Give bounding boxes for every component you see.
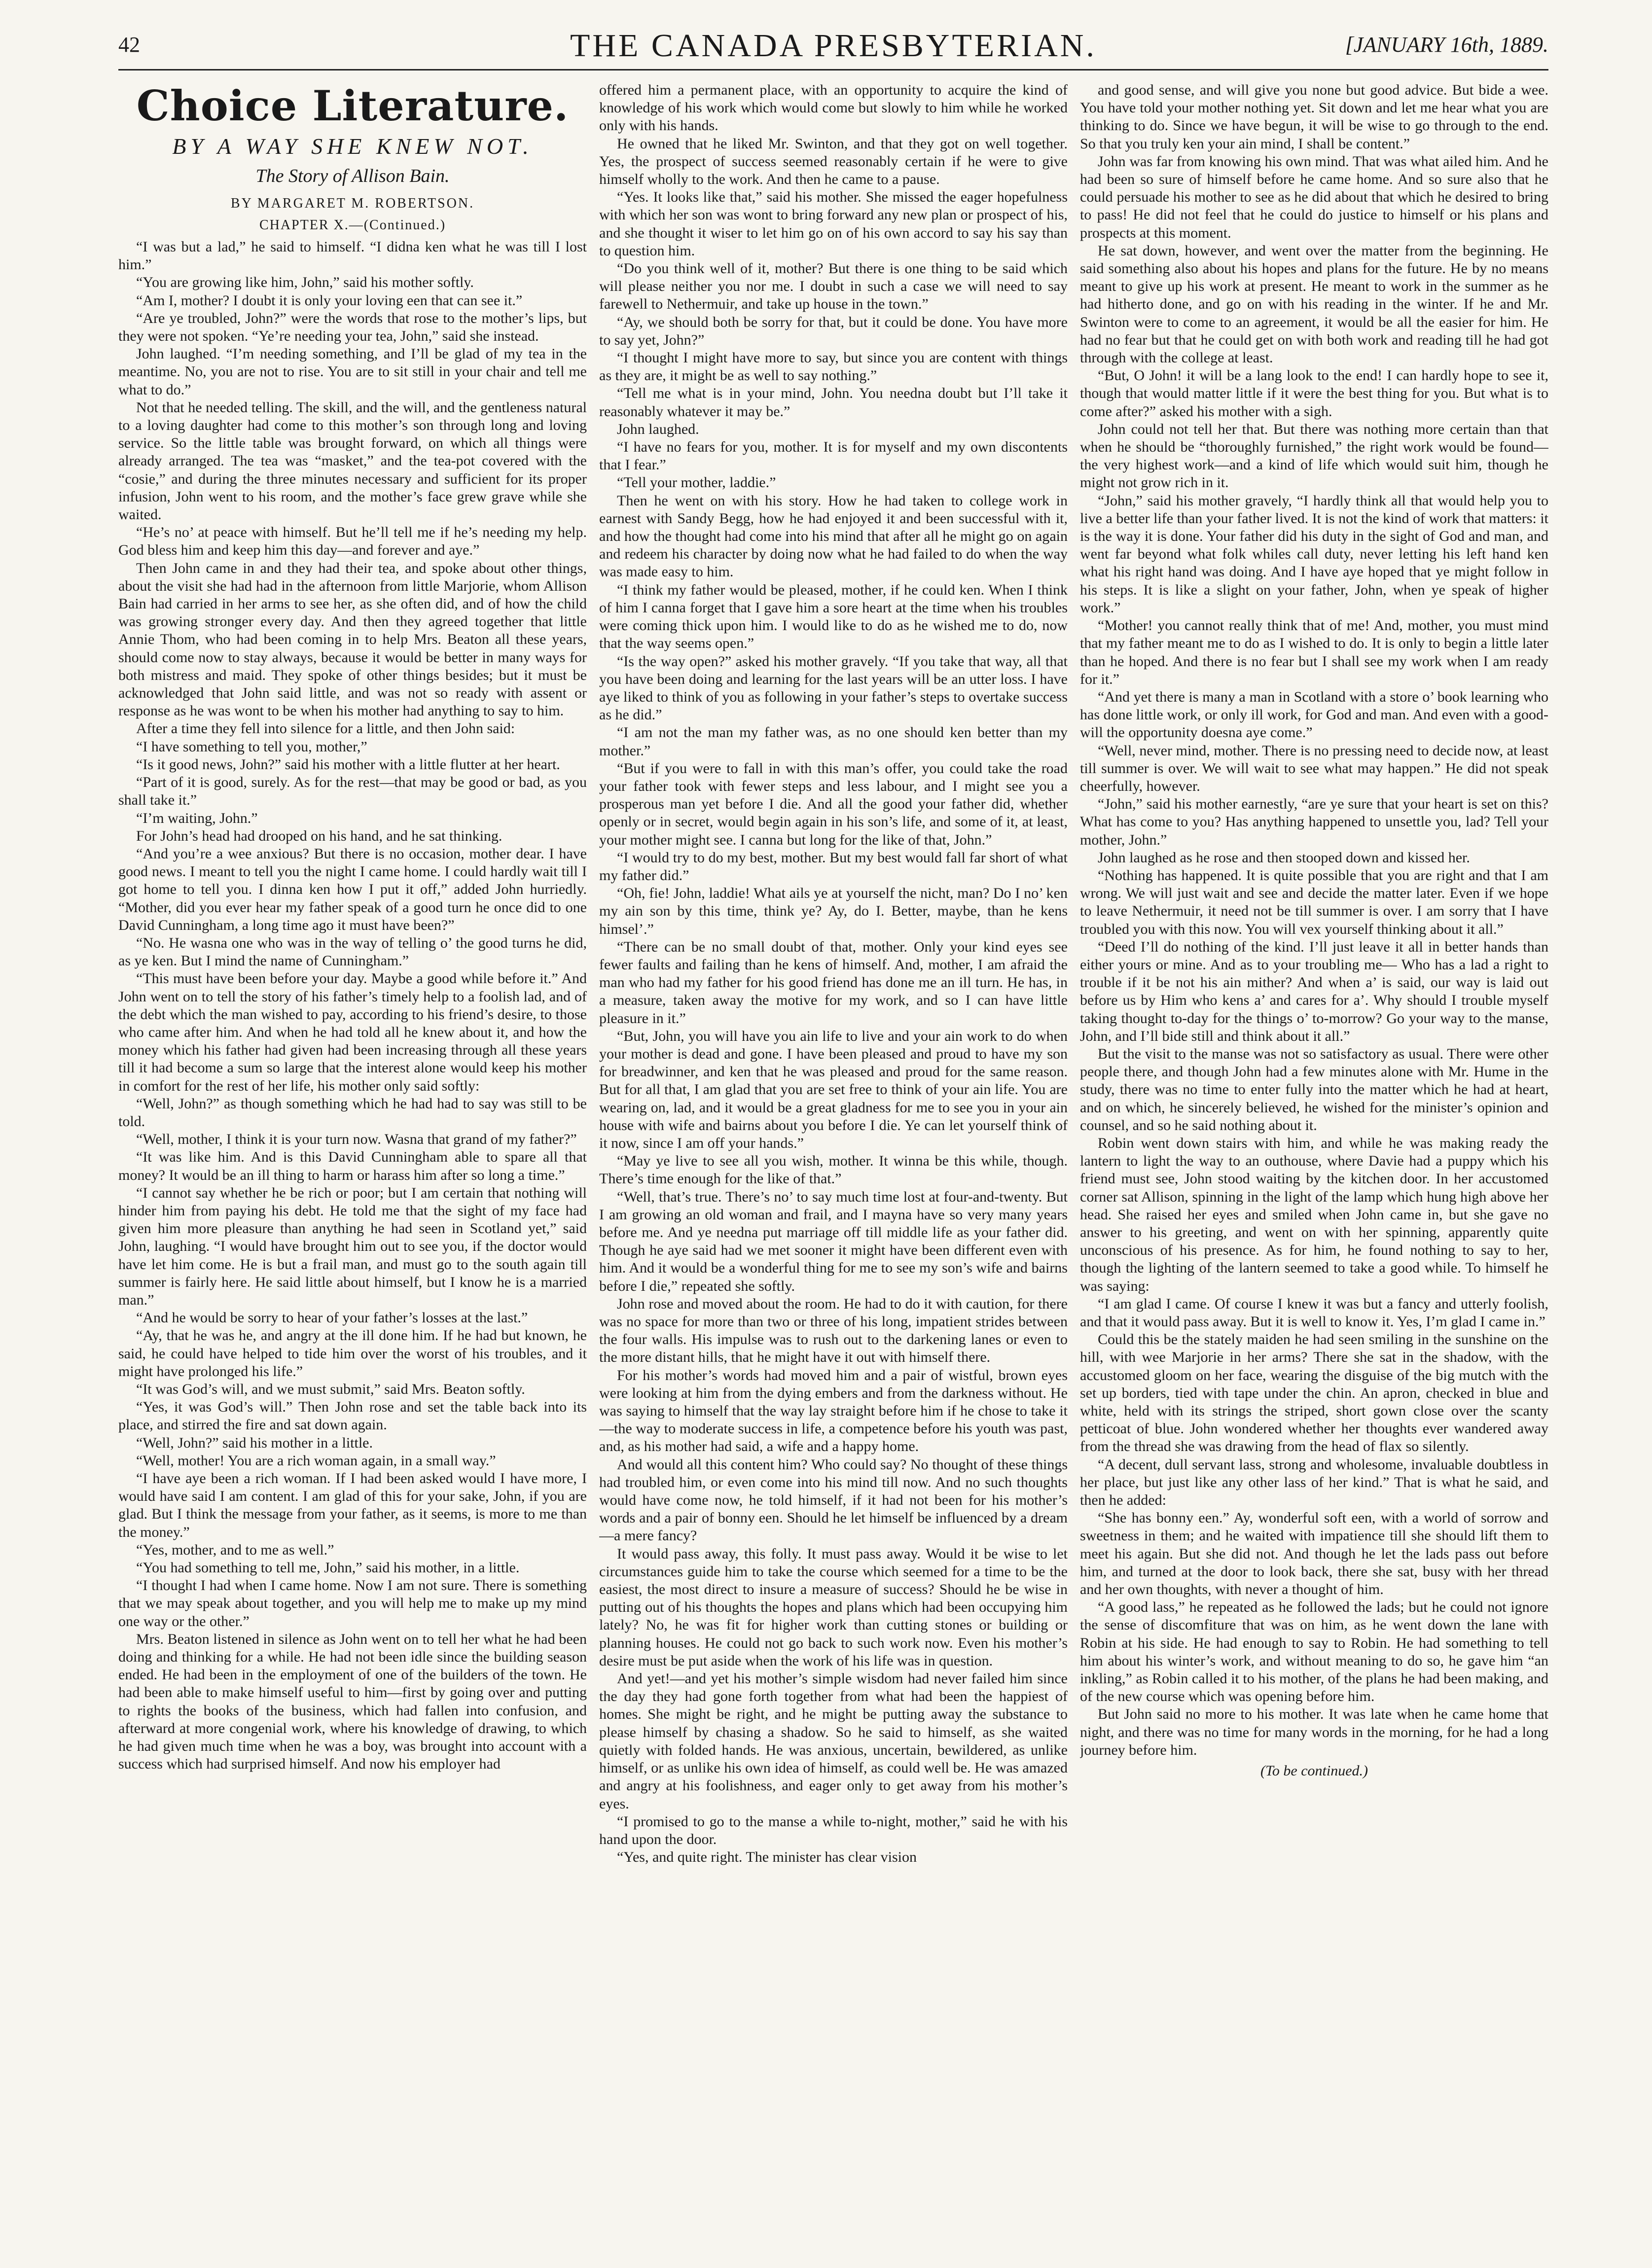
paragraph: “Tell me what is in your mind, John. You needna doubt but I’ll take it reasonably whatever it may be.” <box>599 385 1068 420</box>
paragraph: “It was like him. And is this David Cunningham able to spare all that money? It would be an ill thing to harm or harass him after so long a time.” <box>118 1149 587 1183</box>
paragraph: “John,” said his mother earnestly, “are ye sure that your heart is set on this? What has come to you? Has anything happened to unsettle you, lad? Tell your mother, John.” <box>1080 796 1548 848</box>
paragraph: “Tell your mother, laddie.” <box>617 474 776 491</box>
paragraph: “Am I, mother? I doubt it is only your loving een that can see it.” <box>136 292 523 309</box>
paragraph: “I am glad I came. Of course I knew it was but a fancy and utterly foolish, and that it would pass away. But it is well to know it. Yes, I’m glad I came in.” <box>1080 1295 1548 1330</box>
paragraph: “I promised to go to the manse a while to-night, mother,” said he with his hand upon the door. <box>599 1813 1068 1847</box>
paragraph: “But if you were to fall in with this man’s offer, you could take the road your father took with fewer steps and less labour, and I might see you a prosperous man yet before I die. And all the good your father did, whether openly or in secret, would begin again in his son’s life, and some of it, at least, your mother might see. I canna but long for the like of that, John.” <box>599 760 1068 848</box>
paragraph: “Nothing has happened. It is quite possible that you are right and that I am wrong. We will just wait and see and decide the matter later. Even if we hope to leave Nethermuir, it need not be till summer is over. I am sorry that I have troubled you with this now. You will vex yourself thinking about it all.” <box>1080 867 1548 937</box>
paragraph: “Oh, fie! John, laddie! What ails ye at yourself the nicht, man? Do I no’ ken my ain son by this time, think ye? Ay, do I. Better, maybe, than he kens himsel’.” <box>599 885 1068 937</box>
page-header <box>118 27 1548 67</box>
paragraph: “Ay, that he was he, and angry at the ill done him. If he had but known, he said, he could have helped to tide him over the worst of his troubles, and it might have prolonged his life.” <box>118 1327 587 1380</box>
column-2 <box>599 81 1068 2241</box>
paragraph: “Well, John?” said his mother in a little. <box>136 1434 373 1451</box>
paragraph: “And he would be sorry to hear of your father’s losses at the last.” <box>136 1310 528 1326</box>
story-title: BY A WAY SHE KNEW NOT. <box>172 134 533 159</box>
chapter-heading: CHAPTER X.—(Continued.) <box>259 217 446 233</box>
page-number: 42 <box>118 33 140 57</box>
paragraph: John was far from knowing his own mind. That was what ailed him. And he had been so sure of himself before he came home. And so sure also that he could persuade his mother to see as he did about that which he desired to bring to pass! He did not feel that he could do justice to himself or his plans and prospects at this moment. <box>1080 153 1548 241</box>
paragraph: He owned that he liked Mr. Swinton, and that they got on well together. Yes, the prospect of success seemed reasonably certain if he were to give himself wholly to the work. And then he came to a pause. <box>599 135 1068 188</box>
paragraph: “It was God’s will, and we must submit,” said Mrs. Beaton softly. <box>136 1381 525 1397</box>
paragraph: But John said no more to his mother. It was late when he came home that night, and there was no time for many words in the morning, for he had a long journey before him. <box>1080 1706 1548 1758</box>
paragraph: “Are ye troubled, John?” were the words that rose to the mother’s lips, but they were not spoken. “Ye’re needing your tea, John,” said she instead. <box>118 310 587 345</box>
paragraph: “He’s no’ at peace with himself. But he’ll tell me if he’s needing my help. God bless him and keep him this day—and forever and aye.” <box>118 524 587 559</box>
section-title: Choice Literature. <box>136 81 569 130</box>
paragraph: “No. He wasna one who was in the way of telling o’ the good turns he did, as ye ken. But I mind the name of Cunningham.” <box>118 934 587 969</box>
paragraph: “I have no fears for you, mother. It is for myself and my own discontents that I fear.” <box>599 439 1068 473</box>
paragraph: “Deed I’ll do nothing of the kind. I’ll just leave it all in better hands than either yours or mine. And as to your troubling me— Who has a lad a right to trouble if it be not his ain mither? And when a’ is said, our way is laid out before us by Him who kens a’ and cares for a’. Why should I trouble myself taking thought to-day for the things o’ to-morrow? Go your way to the manse, John, and I’ll bide still and think about it all.” <box>1080 938 1548 1044</box>
paragraph: “Yes, it was God’s will.” Then John rose and set the table back into its place, and stirred the fire and sat down again. <box>118 1399 587 1433</box>
column-3-body <box>1080 81 1548 1759</box>
paragraph: “Part of it is good, surely. As for the rest—that may be good or bad, as you shall take it.” <box>118 774 587 809</box>
paragraph: He sat down, however, and went over the matter from the beginning. He said something also about his hopes and plans for the future. He by no means meant to give up his work at present. He meant to work in the summer as he had hitherto done, and go on with his reading in the winter. If he and Mr. Swinton were to come to an agreement, it would be all the easier for him. He had no fear but that he could get on with both work and reading till he had got through with the college at least. <box>1080 242 1548 366</box>
paragraph: “John,” said his mother gravely, “I hardly think all that would help you to live a better life than your father lived. It is not the kind of work that matters: it is the way it is done. Your father did his duty in the sight of God and man, and went far beyond what folk whiles call duty, never letting his left hand ken what his right hand was doing. And I have aye hoped that ye might follow in his steps. It is like a slight on your father, John, when ye speak of higher work.” <box>1080 492 1548 616</box>
paragraph: “I’m waiting, John.” <box>136 810 258 826</box>
paragraph: “Well, John?” as though something which he had had to say was still to be told. <box>118 1095 587 1130</box>
paragraph: “Well, never mind, mother. There is no pressing need to decide now, at least till summer is over. We will wait to see what may happen.” He did not speak cheerfully, however. <box>1080 742 1548 794</box>
paragraph: For John’s head had drooped on his hand, and he sat thinking. <box>136 827 503 844</box>
paragraph: “She has bonny een.” Ay, wonderful soft een, with a world of sorrow and sweetness in them; and he waited with impatience till she should lift them to meet his again. But she did not. And though he let the lads pass out before him, and turned at the door to look back, there she sat, busy with her thread and her own thoughts, with never a thought of him. <box>1080 1510 1548 1598</box>
issue-date: [JANUARY 16th, 1889. <box>1345 33 1548 57</box>
paragraph: “Well, mother, I think it is your turn now. Wasna that grand of my father?” <box>136 1131 577 1148</box>
paragraph: John rose and moved about the room. He had to do it with caution, for there was no space for more than two or three of his long, impatient strides between the four walls. His impulse was to rush out to the darkening lanes or even to the more distant hills, that he might have it out with himself there. <box>599 1295 1068 1366</box>
header-rule <box>118 69 1548 71</box>
paragraph: “I thought I might have more to say, but since you are content with things as they are, it might be as well to say nothing.” <box>599 350 1068 384</box>
paragraph: Then John came in and they had their tea, and spoke about other things, about the visit she had had in the afternoon from little Marjorie, whom Allison Bain had carried in her arms to see her, as she often did, and of how the child was growing stronger every day. And then they agreed together that little Annie Thom, who had been coming in to help Mrs. Beaton all these years, should come now to stay always, because it would be better in many ways for both mistress and maid. They spoke of other things besides; but it must be acknowledged that John said little, and was not so ready with assent or response as he was wont to be when his mother had anything to say to him. <box>118 560 587 719</box>
paragraph: “I thought I had when I came home. Now I am not sure. There is something that we may speak about together, and you will help me to make up my mind one way or the other.” <box>118 1577 587 1630</box>
paragraph: Could this be the stately maiden he had seen smiling in the sunshine on the hill, with wee Marjorie in her arms? There she sat in the shadow, with the accustomed gloom on her face, wearing the disguise of the big mutch with the set up borders, tied with tape under the chin. An apron, checked in blue and white, held with its strings the striped, short gown close over the scanty petticoat of blue. John wondered whether her thoughts ever wandered away from the thread she was drawing from the head of flax so silently. <box>1080 1331 1548 1455</box>
paragraph: “But, O John! it will be a lang look to the end! I can hardly hope to see it, though that would matter little if it were the best thing for you. But what is to come after?” asked his mother with a sigh. <box>1080 367 1548 420</box>
paragraph: And yet!—and yet his mother’s simple wisdom had never failed him since the day they had gone forth together from what had been the happiest of homes. She might be right, and he might be putting away the substance to please himself by chasing a shadow. So he said to himself, as she waited quietly with folded hands. He was anxious, uncertain, bewildered, as unlike himself, or as unlike his own idea of himself, as could well be. He was amazed and angry at his foolishness, and eager only to get away from his mother’s eyes. <box>599 1670 1068 1812</box>
paragraph: “But, John, you will have you ain life to live and your ain work to do when your mother is dead and gone. I have been pleased and proud to have my son for breadwinner, and ken that he was pleased and proud for the same reason. But for all that, I am glad that you are set free to think of your ain life. You are wearing on, lad, and it would be a great gladness for me to see you in your ain house with wife and bairns about you before I die. Ye can let yourself think of it now, since I am off your hands.” <box>599 1028 1068 1151</box>
paragraph: And would all this content him? Who could say? No thought of these things had troubled him, or even come into his mind till now. And no such thoughts would have come now, he told himself, if it had not been for his mother’s words and a pair of bonny een. Should he let himself be influenced by a dream—a mere fancy? <box>599 1456 1068 1544</box>
paragraph: “Yes, and quite right. The minister has clear vision <box>617 1849 917 1866</box>
journal-title: THE CANADA PRESBYTERIAN. <box>570 28 1097 64</box>
column-2-body <box>599 81 1068 1866</box>
paragraph: After a time they fell into silence for a little, and then John said: <box>136 720 515 737</box>
story-subtitle: The Story of Allison Bain. <box>255 166 450 186</box>
paragraph: John laughed as he rose and then stooped down and kissed her. <box>1098 849 1470 866</box>
paragraph: and good sense, and will give you none but good advice. But bide a wee. You have told your mother nothing yet. Sit down and let me hear what you are thinking to do. Since we have begun, it will be wise to go through to the end. So that you truly ken your ain mind, I shall be content.” <box>1080 82 1548 152</box>
paragraph: “A decent, dull servant lass, strong and wholesome, invaluable doubtless in her place, but just like any other lass of her kind.” That is what he said, and then he added: <box>1080 1456 1548 1509</box>
paragraph: “Well, mother! You are a rich woman again, in a small way.” <box>136 1452 496 1469</box>
paragraph: “Ay, we should both be sorry for that, but it could be done. You have more to say yet, John?” <box>599 314 1068 348</box>
paragraph: “Yes, mother, and to me as well.” <box>136 1541 334 1558</box>
paragraph: “You are growing like him, John,” said his mother softly. <box>136 274 474 291</box>
paragraph: “I was but a lad,” he said to himself. “I didna ken what he was till I lost him.” <box>118 239 587 273</box>
paragraph: “Is the way open?” asked his mother gravely. “If you take that way, all that you have been doing and learning for the last years will be an utter loss. I have aye liked to think of you as following in your father’s steps to overtake success as he did.” <box>599 653 1068 723</box>
paragraph: “A good lass,” he repeated as he followed the lads; but he could not ignore the sense of discomfiture that was on him, as he went down the lane with Robin at his side. He had enough to say to Robin. He had something to tell him about his winter’s work, and without meaning to do so, he gave him “an inkling,” as Robin called it to his mother, of the plans he had been making, and of the new course which was opening before him. <box>1080 1599 1548 1705</box>
paragraph: Robin went down stairs with him, and while he was making ready the lantern to light the way to an outhouse, where Davie had a puppy which his friend must see, John stood waiting by the kitchen door. In her accustomed corner sat Allison, spinning in the light of the lamp which hung high above her head. She raised her eyes and smiled when John came in, but she gave no answer to his greeting, and went on with her spinning, apparently quite unconscious of his presence. As for him, he found nothing to say to her, though the lighting of the lantern seemed to take a good while. To himself he was saying: <box>1080 1134 1548 1294</box>
to-be-continued: (To be continued.) <box>1260 1763 1368 1779</box>
paragraph: “I have aye been a rich woman. If I had been asked would I have more, I would have said I am content. I am glad of this for your sake, John, if you are glad. But I think the message from your father, as it seems, is more to me than the money.” <box>118 1470 587 1540</box>
paragraph: Not that he needed telling. The skill, and the will, and the gentleness natural to a loving daughter had come to this mother’s son through long and loving service. So the little table was brought forward, on which all things were already arranged. The tea was “masket,” and the tea-pot covered with the “cosie,” and during the three minutes necessary and sufficient for its proper infusion, John went to his room, and the mother’s face grew grave while she waited. <box>118 399 587 523</box>
paragraph: “Well, that’s true. There’s no’ to say much time lost at four-and-twenty. But I am growing an old woman and frail, and I mayna have so very many years before me. And ye needna put marriage off till middle life as your father did. Though he aye said had we met sooner it might have been different even with him. And it would be a wonderful thing for me to see my son’s wife and bairns before I die,” repeated she softly. <box>599 1188 1068 1294</box>
paragraph: Mrs. Beaton listened in silence as John went on to tell her what he had been doing and thinking for a while. He had not been idle since the building season ended. He had been in the employment of one of the builders of the town. He had been able to make himself useful to him—first by going over and putting to rights the books of the business, which had fallen into confusion, and afterward at more congenial work, where his knowledge of drawing, to which he had given much time when he was a boy, was brought into account with a success which had surprised himself. And now his employer had <box>118 1630 587 1772</box>
column-1 <box>118 81 587 2241</box>
paragraph: Then he went on with his story. How he had taken to college work in earnest with Sandy Begg, how he had enjoyed it and been successful with it, and how the thought had come into his mind that after all he might go on again and redeem his character by doing now what he had failed to do when the way was made easy to him. <box>599 492 1068 580</box>
paragraph: “I cannot say whether he be rich or poor; but I am certain that nothing will hinder him from paying his debt. He told me that the sight of my face had given him more pleasure than anything he had seen in Scotland yet,” said John, laughing. “I would have brought him out to see you, if the doctor would have let him come. He is but a frail man, and must go to the south again till summer is fairly here. He said little about himself, but I know he is a married man.” <box>118 1184 587 1308</box>
column-3 <box>1080 81 1548 2241</box>
paragraph: “May ye live to see all you wish, mother. It winna be this while, though. There’s time enough for the like of that.” <box>599 1153 1068 1187</box>
paragraph: “Mother! you cannot really think that of me! And, mother, you must mind that my father meant me to do as I wished to do. It is only to begin a little later than he hoped. And there is no fear but I shall see my work when I am ready for it.” <box>1080 617 1548 687</box>
paragraph: “I would try to do my best, mother. But my best would fall far short of what my father did.” <box>599 849 1068 884</box>
paragraph: “I think my father would be pleased, mother, if he could ken. When I think of him I canna forget that I gave him a sore heart at the time when his troubles were coming thick upon him. I would like to do as he wished me to do, now that the way seems open.” <box>599 581 1068 652</box>
paragraph: “This must have been before your day. Maybe a good while before it.” And John went on to tell the story of his father’s timely help to a foolish lad, and of the debt which the man wished to pay, according to his friend’s desire, to those who came after him. And when he had told all he knew about it, and how the money which his father had given had been increasing through all these years till it had become a sum so large that the interest alone would keep his mother in comfort for the rest of her life, his mother only said softly: <box>118 970 587 1094</box>
paragraph: “I am not the man my father was, as no one should ken better than my mother.” <box>599 724 1068 759</box>
paragraph: “Is it good news, John?” said his mother with a little flutter at her heart. <box>136 756 560 773</box>
paragraph: “And yet there is many a man in Scotland with a store o’ book learning who has done little work, or only ill work, for God and man. And even with a good-will the opportunity doesna aye come.” <box>1080 688 1548 741</box>
paragraph: “There can be no small doubt of that, mother. Only your kind eyes see fewer faults and failing than he kens of himself. And, mother, I am afraid the man who had my father for his good friend has done me an ill turn. He has, in a measure, taken away the motive for my work, and so I can have little pleasure in it.” <box>599 938 1068 1027</box>
paragraph: For his mother’s words had moved him and a pair of wistful, brown eyes were looking at him from the dying embers and from the darkness without. He was saying to himself that the way lay straight before him if he chose to take it—the way to moderate success in life, a competence before his youth was past, and, as his mother had said, a wife and a happy home. <box>599 1367 1068 1455</box>
paragraph: “And you’re a wee anxious? But there is no occasion, mother dear. I have good news. I meant to tell you the night I came home. I could hardly wait till I got home to tell you. I dinna ken how I put it off,” added John hurriedly. “Mother, did you ever hear my father speak of a good turn he once did to one David Cunningham, a long time ago it must have been?” <box>118 845 587 933</box>
paragraph: “I have something to tell you, mother,” <box>136 738 367 755</box>
byline: BY MARGARET M. ROBERTSON. <box>230 196 475 211</box>
column-1-body <box>118 238 587 1773</box>
paragraph: offered him a permanent place, with an opportunity to acquire the kind of knowledge of his work which would come but slowly to him while he worked only with his hands. <box>599 82 1068 134</box>
paragraph: It would pass away, this folly. It must pass away. Would it be wise to let circumstances guide him to take the course which seemed for a time to be the easiest, the most direct to insure a measure of success? Should he be wise in putting out of his thoughts the hopes and plans which had been occupying him lately? No, he was fit for higher work than cutting stones or building or planning houses. He could not go back to such work now. Even his mother’s desire must be put aside when the work of his life was in question. <box>599 1545 1068 1669</box>
paragraph: John laughed. <box>617 421 699 437</box>
paragraph: “Do you think well of it, mother? But there is one thing to be said which will please neither you nor me. I doubt in such a case we will need to say farewell to Nethermuir, and take up house in the town.” <box>599 260 1068 313</box>
paragraph: “Yes. It looks like that,” said his mother. She missed the eager hopefulness with which her son was wont to bring forward any new plan or prospect of his, and she thought it wiser to let him go on of his own accord to say his say than to question him. <box>599 189 1068 259</box>
paragraph: John could not tell her that. But there was nothing more certain than that when he should be “thoroughly furnished,” the right work would be found—the very highest work—and a kind of life which would suit him, though he might not grow rich in it. <box>1080 421 1548 491</box>
paragraph: But the visit to the manse was not so satisfactory as usual. There were other people there, and though John had a few minutes alone with Mr. Hume in the study, there was no time to enter fully into the matter which he had at heart, and on which, he sincerely believed, he wished for the minister’s opinion and counsel, and so he said nothing about it. <box>1080 1045 1548 1134</box>
paragraph: “You had something to tell me, John,” said his mother, in a little. <box>136 1559 520 1576</box>
paragraph: John laughed. “I’m needing something, and I’ll be glad of my tea in the meantime. No, you are not to rise. You are to sit still in your chair and tell me what to do.” <box>118 346 587 398</box>
